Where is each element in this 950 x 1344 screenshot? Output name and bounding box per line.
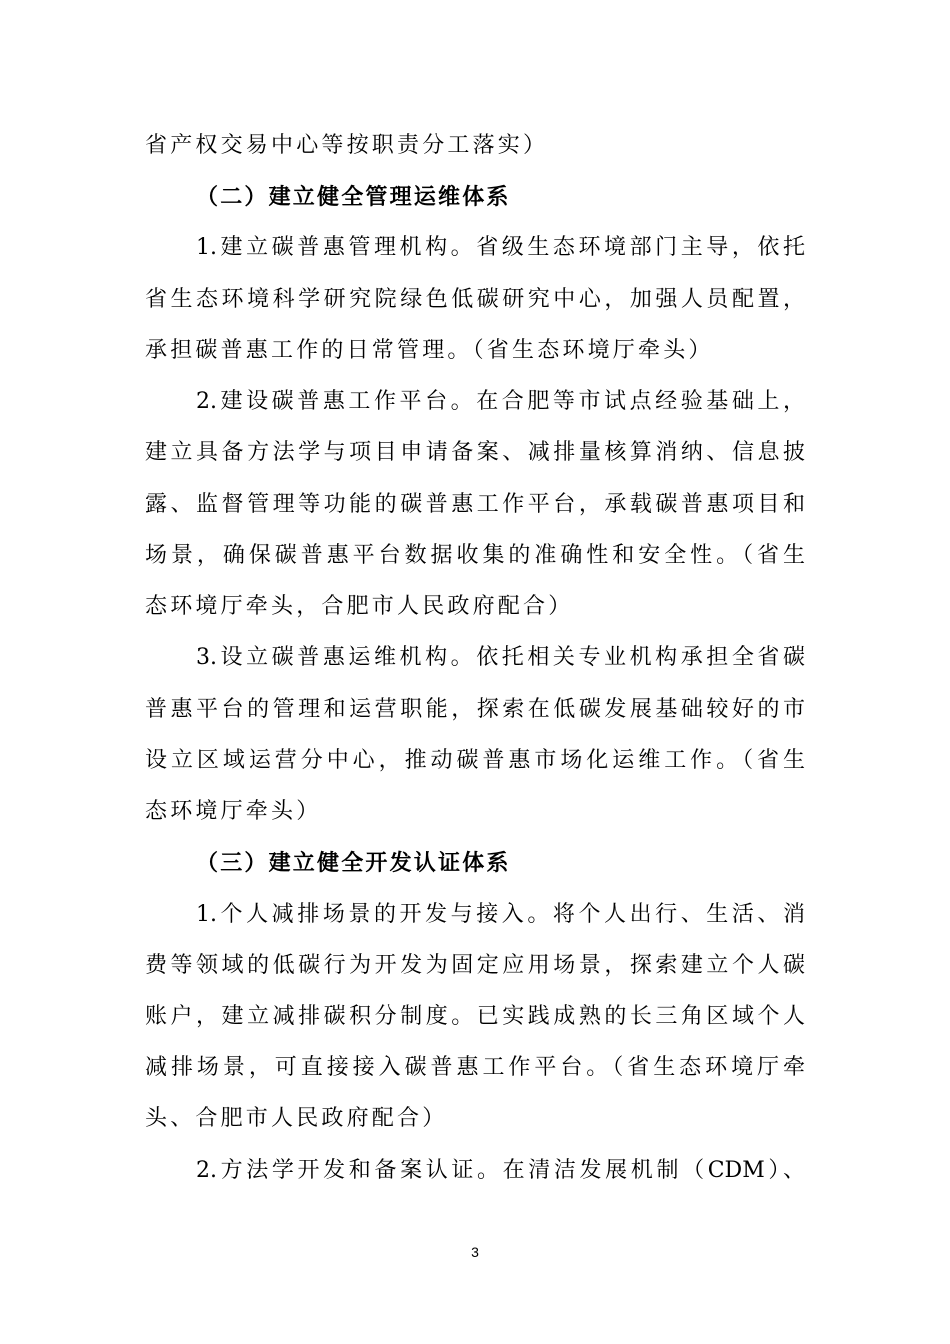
text-line: 1.建立碳普惠管理机构。省级生态环境部门主导，依托 — [196, 235, 805, 260]
section-heading: （三）建立健全开发认证体系 — [196, 850, 511, 876]
text-line: 建立具备方法学与项目申请备案、减排量核算消纳、信息披 — [145, 440, 805, 465]
text-line: 账户，建立减排碳积分制度。已实践成熟的长三角区域个人 — [145, 1004, 805, 1029]
text-line: 态环境厅牵头，合肥市人民政府配合） — [145, 594, 574, 619]
text-line: 1.个人减排场景的开发与接入。将个人出行、生活、消 — [196, 902, 805, 927]
text-line: 费等领域的低碳行为开发为固定应用场景，探索建立个人碳 — [145, 953, 805, 978]
text-line: 2.建设碳普惠工作平台。在合肥等市试点经验基础上， — [196, 389, 805, 414]
page-number: 3 — [471, 1244, 479, 1260]
text-line: 露、监督管理等功能的碳普惠工作平台，承载碳普惠项目和 — [145, 492, 805, 517]
text-line: 省生态环境科学研究院绿色低碳研究中心，加强人员配置， — [145, 287, 805, 312]
text-line: 承担碳普惠工作的日常管理。（省生态环境厅牵头） — [145, 338, 714, 363]
text-line: 设立区域运营分中心，推动碳普惠市场化运维工作。（省生 — [145, 748, 805, 773]
text-line: 减排场景，可直接接入碳普惠工作平台。（省生态环境厅牵 — [145, 1055, 805, 1080]
text-line: 3.设立碳普惠运维机构。依托相关专业机构承担全省碳 — [196, 645, 805, 670]
text-line: 省产权交易中心等按职责分工落实） — [145, 133, 549, 158]
text-line: 态环境厅牵头） — [145, 799, 322, 824]
text-line: 2.方法学开发和备案认证。在清洁发展机制（CDM）、 — [196, 1158, 805, 1183]
section-heading: （二）建立健全管理运维体系 — [196, 184, 511, 210]
text-line: 头、合肥市人民政府配合） — [145, 1106, 448, 1131]
text-line: 普惠平台的管理和运营职能，探索在低碳发展基础较好的市 — [145, 697, 805, 722]
text-line: 场景，确保碳普惠平台数据收集的准确性和安全性。（省生 — [145, 543, 805, 568]
